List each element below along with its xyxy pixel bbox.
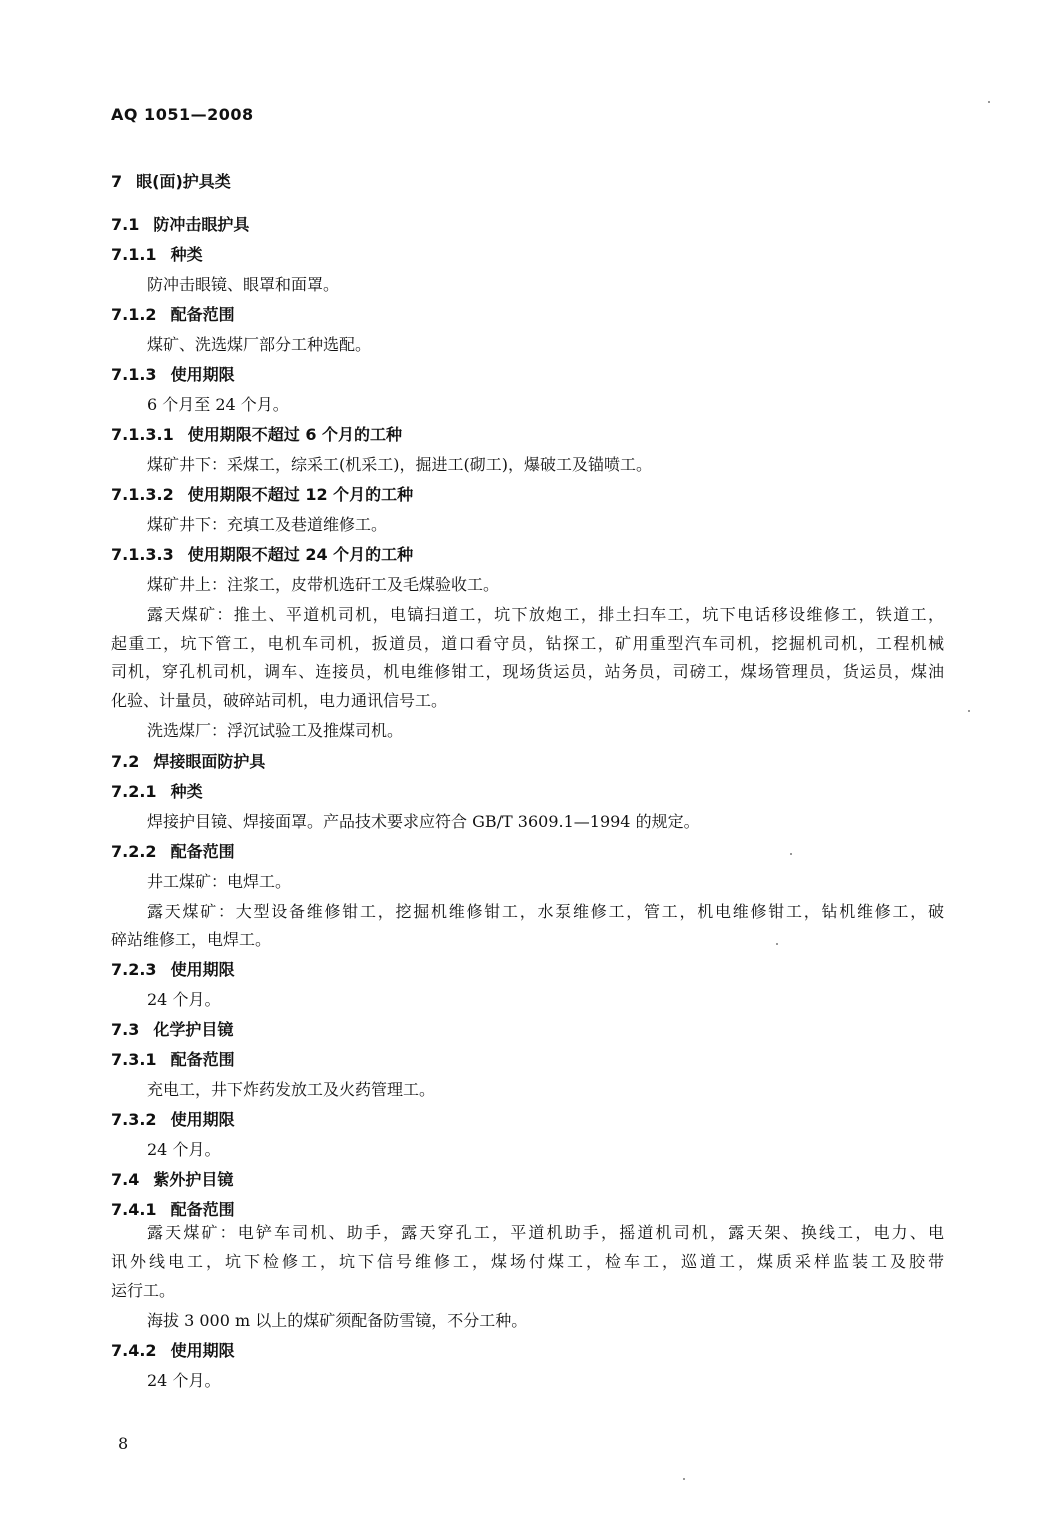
section-heading [111, 544, 413, 566]
section-number: 7.1.3 [111, 365, 157, 384]
section-number: 7.4.2 [111, 1341, 157, 1360]
section-title: 使用期限 [170, 960, 235, 979]
paragraph-text: 露天煤矿：推土、平道机司机，电镐扫道工，坑下放炮工，排土扫车工，坑下电话移设维修工，铁道工， [147, 605, 944, 624]
section-number: 7.1.3.3 [111, 545, 174, 564]
section-title: 使用期限不超过 24 个月的工种 [187, 545, 414, 564]
section-title: 防冲击眼护具 [153, 215, 250, 234]
paragraph-text: 海拔 3 000 m 以上的煤矿须配备防雪镜，不分工种。 [147, 1311, 528, 1330]
section-number: 7.2.2 [111, 842, 157, 861]
section-number: 7.4 [111, 1170, 140, 1189]
section-title: 使用期限 [170, 1110, 235, 1129]
section-number: 7 [111, 172, 123, 191]
section-heading [111, 841, 235, 863]
paragraph-text: 防冲击眼镜、眼罩和面罩。 [147, 275, 340, 294]
scan-speck [988, 101, 990, 103]
paragraph-text: 煤矿井下：充填工及巷道维修工。 [147, 515, 388, 534]
paragraph-text: 井工煤矿：电焊工。 [147, 872, 292, 891]
section-heading [111, 484, 413, 506]
paragraph-text: 焊接护目镜、焊接面罩。产品技术要求应符合 GB/T 3609.1—1994 的规定。 [147, 812, 700, 831]
paragraph-text: 洗选煤厂：浮沉试验工及推煤司机。 [147, 721, 404, 740]
section-heading [111, 304, 235, 326]
paragraph-continuation: 化验、计量员，破碎站司机，电力通讯信号工。 [111, 691, 448, 710]
paragraph-text: 煤矿井上：注浆工，皮带机选矸工及毛煤验收工。 [147, 575, 500, 594]
section-title: 配备范围 [170, 1200, 235, 1219]
section-title: 种类 [170, 782, 203, 801]
section-heading [111, 959, 235, 981]
paragraph-text: 煤矿井下：采煤工，综采工(机采工)，掘进工(砌工)，爆破工及锚喷工。 [147, 455, 652, 474]
document-code: AQ 1051—2008 [111, 105, 254, 124]
section-title: 紫外护目镜 [153, 1170, 234, 1189]
paragraph-text: 24 个月。 [147, 990, 221, 1009]
section-number: 7.3 [111, 1020, 140, 1039]
section-number: 7.1.3.1 [111, 425, 174, 444]
section-title: 配备范围 [170, 305, 235, 324]
section-heading [111, 1019, 233, 1041]
paragraph-text: 24 个月。 [147, 1371, 221, 1390]
section-number: 7.1 [111, 215, 140, 234]
section-heading [111, 244, 203, 266]
section-heading [111, 1049, 235, 1071]
section-number: 7.2.3 [111, 960, 157, 979]
section-title: 眼(面)护具类 [136, 172, 231, 191]
scan-speck [776, 943, 778, 945]
section-number: 7.3.2 [111, 1110, 157, 1129]
scan-speck [968, 710, 970, 712]
section-title: 焊接眼面防护具 [153, 752, 266, 771]
paragraph-text: 煤矿、洗选煤厂部分工种选配。 [147, 335, 372, 354]
section-heading [111, 214, 249, 236]
section-title: 配备范围 [170, 1050, 235, 1069]
section-title: 使用期限 [170, 1341, 235, 1360]
section-heading [111, 1109, 235, 1131]
paragraph-text: 充电工，井下炸药发放工及火药管理工。 [147, 1080, 436, 1099]
section-heading [111, 1199, 235, 1221]
section-title: 化学护目镜 [153, 1020, 234, 1039]
section-heading [111, 1169, 233, 1191]
scan-speck [790, 853, 792, 855]
paragraph-text: 露天煤矿：电铲车司机、助手，露天穿孔工，平道机助手，摇道机司机，露天架、换线工，电力、电 [147, 1223, 944, 1242]
paragraph-text: 6 个月至 24 个月。 [147, 395, 289, 414]
section-number: 7.4.1 [111, 1200, 157, 1219]
paragraph-text: 露天煤矿：大型设备维修钳工，挖掘机维修钳工，水泵维修工，管工，机电维修钳工，钻机维修工，破 [147, 902, 944, 921]
section-title: 种类 [170, 245, 203, 264]
paragraph-continuation: 碎站维修工，电焊工。 [111, 930, 272, 949]
section-number: 7.2.1 [111, 782, 157, 801]
section-heading [111, 171, 231, 193]
paragraph-continuation: 运行工。 [111, 1281, 176, 1300]
section-heading [111, 364, 235, 386]
scan-speck [683, 1478, 685, 1480]
section-number: 7.1.3.2 [111, 485, 174, 504]
section-title: 配备范围 [170, 842, 235, 861]
section-heading [111, 781, 203, 803]
section-number: 7.1.2 [111, 305, 157, 324]
page-number: 8 [118, 1434, 129, 1453]
section-title: 使用期限 [170, 365, 235, 384]
section-number: 7.3.1 [111, 1050, 157, 1069]
section-title: 使用期限不超过 12 个月的工种 [187, 485, 414, 504]
section-heading [111, 1340, 235, 1362]
paragraph-continuation: 起重工，坑下管工，电机车司机，扳道员，道口看守员，钻探工，矿用重型汽车司机，挖掘机司机，工程机械 [111, 634, 944, 653]
section-heading [111, 751, 265, 773]
section-number: 7.1.1 [111, 245, 157, 264]
section-heading [111, 424, 402, 446]
section-title: 使用期限不超过 6 个月的工种 [187, 425, 403, 444]
section-number: 7.2 [111, 752, 140, 771]
paragraph-text: 24 个月。 [147, 1140, 221, 1159]
paragraph-continuation: 讯外线电工，坑下检修工，坑下信号维修工，煤场付煤工，检车工，巡道工，煤质采样监装工及胶带 [111, 1252, 944, 1271]
paragraph-continuation: 司机，穿孔机司机，调车、连接员，机电维修钳工，现场货运员，站务员，司磅工，煤场管理员，货运员，煤油 [111, 662, 944, 681]
